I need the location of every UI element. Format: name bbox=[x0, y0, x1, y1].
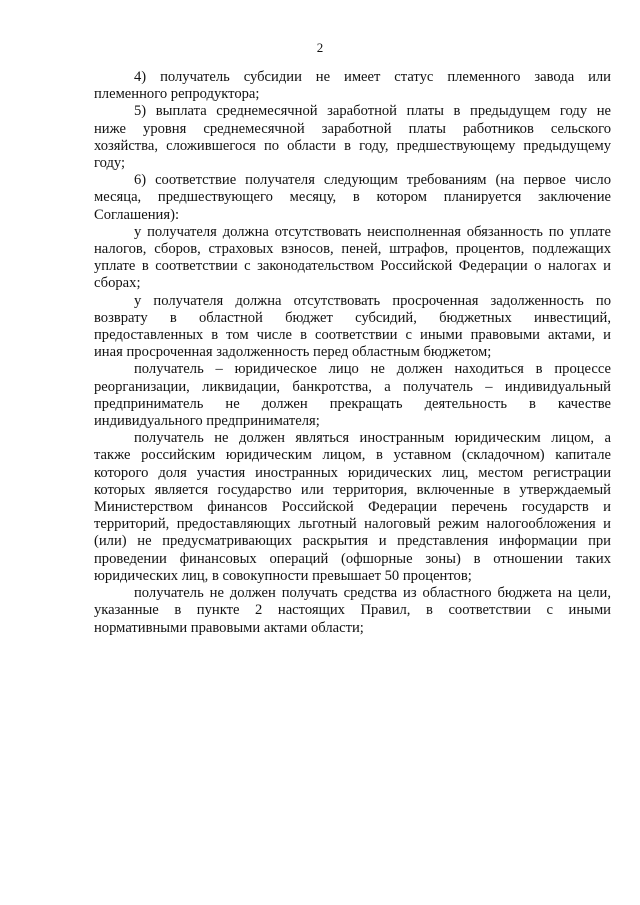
text-line: получатель – юридическое лицо не должен находиться в процессе bbox=[134, 361, 611, 378]
text-line: нормативными правовыми актами области; bbox=[94, 619, 364, 636]
text-line: проведении финансовых операций (офшорные зоны) в отношении таких bbox=[94, 550, 611, 567]
text-line: предоставленных в том числе в соответствии с иными правовыми актами, и bbox=[94, 327, 611, 344]
paragraph bbox=[94, 293, 611, 362]
paragraph bbox=[94, 69, 611, 103]
text-line: ниже уровня среднемесячной заработной платы работников сельского bbox=[94, 120, 611, 137]
text-line: племенного репродуктора; bbox=[94, 86, 260, 103]
text-line: юридических лиц, в совокупности превышает 50 процентов; bbox=[94, 567, 472, 584]
paragraph bbox=[94, 361, 611, 430]
paragraph bbox=[94, 224, 611, 293]
text-line: получатель не должен являться иностранным юридическим лицом, а bbox=[134, 430, 611, 447]
text-line: уплате в соответствии с законодательством Российской Федерации о налогах и bbox=[94, 258, 611, 275]
page-number: 2 bbox=[316, 40, 324, 55]
text-line: налогов, сборов, страховых взносов, пеней, штрафов, процентов, подлежащих bbox=[94, 241, 611, 258]
text-line: территорий, предоставляющих льготный налоговый режим налогообложения и bbox=[94, 516, 611, 533]
text-line: получатель не должен получать средства из областного бюджета на цели, bbox=[134, 585, 611, 602]
text-line: сборах; bbox=[94, 275, 141, 292]
text-line: хозяйства, сложившегося по области в году, предшествующему предыдущему bbox=[94, 137, 611, 154]
text-line: у получателя должна отсутствовать неисполненная обязанность по уплате bbox=[134, 223, 611, 240]
text-line: предприниматель не должен прекращать деятельность в качестве bbox=[94, 395, 611, 412]
text-line: реорганизации, ликвидации, банкротства, а получатель – индивидуальный bbox=[94, 378, 611, 395]
paragraph bbox=[94, 103, 611, 172]
text-line: указанные в пункте 2 настоящих Правил, в соответствии с иными bbox=[94, 602, 611, 619]
text-line: которых является государство или территория, включенные в утверждаемый bbox=[94, 481, 611, 498]
text-line: у получателя должна отсутствовать просроченная задолженность по bbox=[134, 292, 611, 309]
text-line: году; bbox=[94, 155, 126, 172]
paragraph bbox=[94, 430, 611, 585]
text-line: которого доля участия иностранных юридических лиц, местом регистрации bbox=[94, 464, 611, 481]
document-body bbox=[94, 69, 611, 637]
text-line: Министерством финансов Российской Федерации перечень государств и bbox=[94, 499, 611, 516]
text-line: возврату в областной бюджет субсидий, бюджетных инвестиций, bbox=[94, 309, 611, 326]
text-line: (или) не предусматривающих раскрытия и представления информации при bbox=[94, 533, 611, 550]
text-line: месяца, предшествующего месяцу, в котором планируется заключение bbox=[94, 189, 611, 206]
text-line: индивидуального предпринимателя; bbox=[94, 413, 320, 430]
text-line: иная просроченная задолженность перед областным бюджетом; bbox=[94, 344, 492, 361]
text-line: 5) выплата среднемесячной заработной платы в предыдущем году не bbox=[134, 103, 611, 120]
text-line: 4) получатель субсидии не имеет статус племенного завода или bbox=[134, 69, 611, 85]
paragraph bbox=[94, 172, 611, 224]
text-line: Соглашения): bbox=[94, 206, 179, 223]
paragraph bbox=[94, 585, 611, 637]
text-line: 6) соответствие получателя следующим требованиям (на первое число bbox=[134, 172, 611, 189]
text-line: также российским юридическим лицом, в уставном (складочном) капитале bbox=[94, 447, 611, 464]
